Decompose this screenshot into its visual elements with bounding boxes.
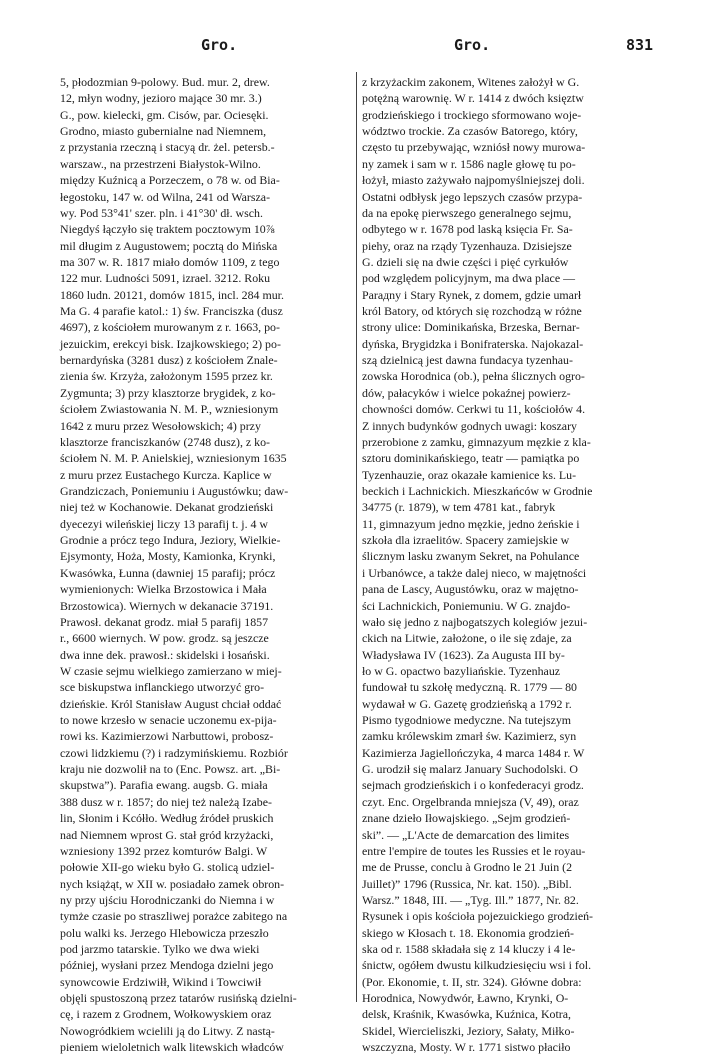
text-line: synowcowie Erdziwiłł, Wikind i Towciwił — [60, 974, 262, 989]
text-line: Niegdyś łączyło się traktem pocztowym 10⅞ — [60, 222, 275, 237]
text-line: wydawał w G. Gazetę grodzieńską a 1792 r. — [362, 696, 572, 711]
text-line: jezuickim, erekcyi bisk. Izajkowskiego; 2) po- — [60, 336, 281, 351]
text-line: dwa inne dek. prawosł.: skidelski i łosański. — [60, 647, 270, 662]
left-column — [60, 74, 351, 1055]
text-line: Grandziczach, Poniemuniu i Augustówku; daw- — [60, 483, 289, 498]
text-line: między Kuźnicą a Porzeczem, o 78 w. od Bia- — [60, 173, 280, 188]
text-line: Skidel, Wiercieliszki, Jeziory, Sałaty, Miłko- — [362, 1023, 575, 1038]
text-line: Brzostowica). Wiernych w dekanacie 37191. — [60, 598, 274, 613]
text-line: zamku królewskim zmarł św. Kazimierz, syn — [362, 729, 577, 744]
text-line: G., pow. kielecki, gm. Cisów, par. Ociesęki. — [60, 107, 269, 122]
text-line: łożył, miasto zażywało najpomyślniejszej doli. — [362, 173, 585, 188]
text-line: dyńska, Brygidzka i Bonifraterska. Najokazal- — [362, 336, 584, 351]
text-line: ściołem Zwiastowania N. M. P., wzniesionym — [60, 402, 279, 417]
text-line: Władysława IV (1623). Za Augusta III by- — [362, 647, 565, 662]
text-line: Kwasówka, Łunna (dawniej 15 parafij; prócz — [60, 565, 276, 580]
text-line: tymże czasie po straszliwej porażce zabitego na — [60, 909, 288, 924]
text-line: (Por. Ekonomie, t. II, str. 324). Główne dobra: — [362, 974, 582, 989]
text-line: połowie XII-go wieku było G. stolicą udziel- — [60, 860, 275, 875]
text-line: Parадny i Stary Rynek, z domem, gdzie umarł — [362, 287, 582, 302]
text-line: z krzyżackim zakonem, Witenes założył w G. — [362, 75, 580, 89]
text-line: i Urbanówce, a także dalej nieco, w majętności — [362, 565, 587, 580]
text-line: chowności domów. Cerkwi tu 11, kościołów 4. — [362, 402, 586, 417]
text-line: przerobione z zamku, gimnazyum męzkie z kla- — [362, 434, 591, 449]
text-line: ści Lachnickich, Poniemuniu. W G. znajdo- — [362, 598, 571, 613]
text-line: łegostoku, 147 w. od Wilna, 241 od Warsza- — [60, 189, 271, 204]
text-line: czowi lidzkiemu (?) i radzymińskiemu. Rozbiór — [60, 745, 288, 760]
text-line: 11, gimnazyum jedno męzkie, jedno żeńskie i — [362, 516, 580, 531]
text-line: pod jarzmo tatarskie. Tylko we dwa wieki — [60, 942, 260, 957]
text-line: strony ulice: Dominikańska, Brzeska, Bernar- — [362, 320, 580, 335]
text-line: sejmach grodzieńskich i o konfederacyi grodz. — [362, 778, 584, 793]
text-line: wszczyzna, Mosty. W r. 1771 sistwo płaciło — [362, 1040, 571, 1055]
text-line: Grodno, miasto gubernialne nad Niemnem, — [60, 124, 267, 139]
text-line: ckich na Litwie, założone, o ile się zdaje, za — [362, 631, 572, 646]
text-line: da na epokę pierwszego generalnego sejmu, — [362, 205, 572, 220]
text-line: ny zamek i sam w r. 1586 nagle głowę tu po- — [362, 156, 576, 171]
column-divider — [356, 72, 357, 1002]
text-line: Ostatni odbłysk jego lepszych czasów przypa- — [362, 189, 583, 204]
text-line: dów, pałacyków i wielce pokaźnej powierz- — [362, 385, 571, 400]
text-line: Nowogródkiem wcielili ją do Litwy. Z nastą- — [60, 1023, 275, 1038]
text-line: król Batory, od których się rozchodzą w różne — [362, 304, 582, 319]
right-column — [362, 74, 649, 1055]
text-line: skiego w Kłosach t. 18. Ekonomia grodzień- — [362, 925, 575, 940]
text-line: z muru przez Eustachego Kurcza. Kaplice w — [60, 467, 272, 482]
text-line: dzieńskie. Król Stanisław August chciał oddać — [60, 696, 282, 711]
text-line: Juillet)” 1796 (Russica, Nr. kat. 150). „Bibl. — [362, 876, 572, 891]
text-line: 122 mur. Ludności 5091, izrael. 3212. Roku — [60, 271, 271, 286]
text-line: zienia św. Krzyża, założonym 1595 przez kr. — [60, 369, 273, 384]
text-line: kraju nie dozwolił na to (Enc. Powsz. art. „Bi- — [60, 762, 281, 777]
text-line: fundował tu szkołę medyczną. R. 1779 — 80 — [362, 680, 577, 695]
text-line: Prawosł. dekanat grodz. miał 5 parafij 1857 — [60, 614, 269, 629]
text-line: ska od r. 1588 składała się z 14 kluczy i 4 le- — [362, 942, 576, 957]
text-line: Rysunek i opis kościoła pojezuickiego grodzień- — [362, 909, 594, 924]
text-line: me de Prusse, conclu à Grodno le 21 Juin (2 — [362, 860, 573, 875]
text-line: warszaw., na przestrzeni Białystok-Wilno. — [60, 156, 261, 171]
text-line: niej też w Kochanowie. Dekanat grodzieński — [60, 500, 274, 515]
text-line: r., 6600 wiernych. W pow. grodz. są jeszcze — [60, 631, 269, 646]
text-line: grodzieńskiego i trockiego sformowano woje- — [362, 107, 582, 122]
text-line: 34775 (r. 1879), w tem 4781 kat., fabryk — [362, 500, 556, 515]
text-line: 5, płodozmian 9-polowy. Bud. mur. 2, drew. — [60, 75, 270, 89]
text-line: Ma G. 4 parafie katol.: 1) św. Franciszka (dusz — [60, 304, 283, 319]
text-line: lin, Słonim i Kcółło. Według źródeł pruskich — [60, 811, 274, 826]
text-line: klasztorze franciszkanów (2748 dusz), z ko- — [60, 434, 270, 449]
text-line: Zygmunta; 3) przy klasztorze brygidek, z ko- — [60, 385, 276, 400]
text-line: objęli spustoszoną przez tatarów rusińską dzielni- — [60, 991, 297, 1006]
text-line: ny przy ujściu Horodniczanki do Niemna i w — [60, 892, 275, 907]
text-line: wództwo trockie. Za czasów Batorego, który, — [362, 124, 578, 139]
text-line: zowska Horodnica (ob.), pełna ślicznych ogro- — [362, 369, 585, 384]
text-line: szą dzielnicą jest dawna fundacya tyzenhau- — [362, 353, 573, 368]
text-line: skupstwa”). Parafia ewang. augsb. G. miała — [60, 778, 268, 793]
text-line: odbytego w r. 1678 pod laską księcia Fr. Sa- — [362, 222, 573, 237]
text-line: 388 dusz w r. 1857; do niej też należą Izabe- — [60, 794, 272, 809]
text-line: wało się jedno z najbogatszych kolegiów jezui- — [362, 614, 588, 629]
text-line: 1642 z muru przez Wesołowskich; 4) przy — [60, 418, 261, 433]
text-line: 12, młyn wodny, jezioro mające 30 mr. 3.) — [60, 91, 262, 106]
text-line: potężną warownię. W r. 1414 z dwóch księztw — [362, 91, 584, 106]
text-line: często tu przebywając, wzniósł nowy murowa- — [362, 140, 586, 155]
text-line: Ejsymonty, Hoża, Mosty, Kamionka, Krynki, — [60, 549, 276, 564]
text-line: pod względem policyjnym, ma dwa place — — [362, 271, 575, 286]
text-line: śnictw, ogółem dwustu kilkudziesięciu wsi i fol. — [362, 958, 592, 973]
text-line: delsk, Kraśnik, Kwasówka, Kuźnica, Kotra, — [362, 1007, 572, 1022]
text-line: ściołem N. M. P. Anielskiej, wzniesionym 1635 — [60, 451, 287, 466]
header-right-title: Gro. — [454, 36, 491, 54]
text-line: Pismo tygodniowe medyczne. Na tutejszym — [362, 713, 572, 728]
running-header — [0, 36, 720, 58]
text-line: Warsz.” 1848, III. — „Tyg. Ill.” 1877, Nr. 82. — [362, 892, 579, 907]
text-line: nad Niemnem wprost G. stał gród krzyżacki, — [60, 827, 274, 842]
text-line: później, wysłani przez Mendoga dzielni jego — [60, 958, 274, 973]
text-line: piehy, oraz na rządy Tyzenhauza. Dzisiejsze — [362, 238, 572, 253]
page-number: 831 — [626, 36, 654, 54]
text-line: to nowe krzesło w senacie uczonemu ex-pija- — [60, 713, 277, 728]
text-line: G. dzieli się na dwie części i pięć cyrkułów — [362, 254, 569, 269]
text-line: ma 307 w. R. 1817 miało domów 1109, z tego — [60, 254, 280, 269]
text-line: wzniesiony 1392 przez komturów Balgi. W — [60, 843, 268, 858]
header-left-title: Gro. — [201, 36, 238, 54]
text-line: rowi ks. Kazimierzowi Narbuttowi, probosz- — [60, 729, 274, 744]
text-line: ski”. — „L'Acte de demarcation des limites — [362, 827, 570, 842]
text-line: W czasie sejmu wielkiego zamierzano w miej- — [60, 663, 282, 678]
text-line: bernardyńska (3281 dusz) z kościołem Znale- — [60, 353, 278, 368]
text-line: nych książąt, w XII w. posiadało zamek obron- — [60, 876, 285, 891]
text-line: czyt. Enc. Orgelbranda mniejsza (V, 49), oraz — [362, 794, 579, 809]
text-line: szkoła dla izraelitów. Spacery zamiejskie w — [362, 533, 570, 548]
text-line: cę, i razem z Grodnem, Wołkowyskiem oraz — [60, 1007, 272, 1022]
text-line: Z innych budynków godnych uwagi: koszary — [362, 418, 577, 433]
text-line: Kazimierza Jagiellończyka, 4 marca 1484 r. W — [362, 745, 585, 760]
text-line: wymienionych: Wielka Brzostowica i Mała — [60, 582, 267, 597]
text-line: ło w G. opactwo bazyliańskie. Tyzenhauz — [362, 663, 561, 678]
text-line: znane dzieło Iłowajskiego. „Sejm grodzień- — [362, 811, 571, 826]
text-line: dyecezyi wileńskiej liczy 13 parafij t. j. 4 w — [60, 516, 269, 531]
text-line: Tyzenhauzie, oraz okazałe kamienice ks. Lu- — [362, 467, 577, 482]
text-line: sce biskupstwa inflanckiego utworzyć gro- — [60, 680, 265, 695]
text-line: Grodnie a prócz tego Indura, Jeziory, Wielkie- — [60, 533, 281, 548]
text-line: ślicznym lasku zwanym Sekret, na Pohulance — [362, 549, 580, 564]
text-line: Horodnica, Nowydwór, Ławno, Krynki, O- — [362, 991, 569, 1006]
text-line: polu walki ks. Jerzego Hlebowicza przeszło — [60, 925, 269, 940]
text-line: G. urodził się malarz January Suchodolski. O — [362, 762, 578, 777]
text-line: mil długim z Augustowem; pocztą do Mińska — [60, 238, 278, 253]
text-line: 1860 ludn. 20121, domów 1815, incl. 284 mur. — [60, 287, 284, 302]
text-line: pana de Lascy, Augustówku, oraz w majętno- — [362, 582, 579, 597]
text-line: pieniem wieloletnich walk litewskich władców — [60, 1040, 284, 1055]
text-line: z przystania rzeczną i stacyą dr. żel. petersb.- — [60, 140, 275, 155]
text-line: entre l'empire de toutes les Russies et le royau- — [362, 843, 586, 858]
text-line: sztoru dominikańskiego, teatr — pamiątka po — [362, 451, 580, 466]
text-line: beckich i Lachnickich. Mieszkańców w Grodnie — [362, 483, 593, 498]
text-line: 4697), z kościołem murowanym z r. 1663, po- — [60, 320, 280, 335]
text-line: wy. Pod 53°41' szer. pln. i 41°30' dł. wsch. — [60, 205, 263, 220]
